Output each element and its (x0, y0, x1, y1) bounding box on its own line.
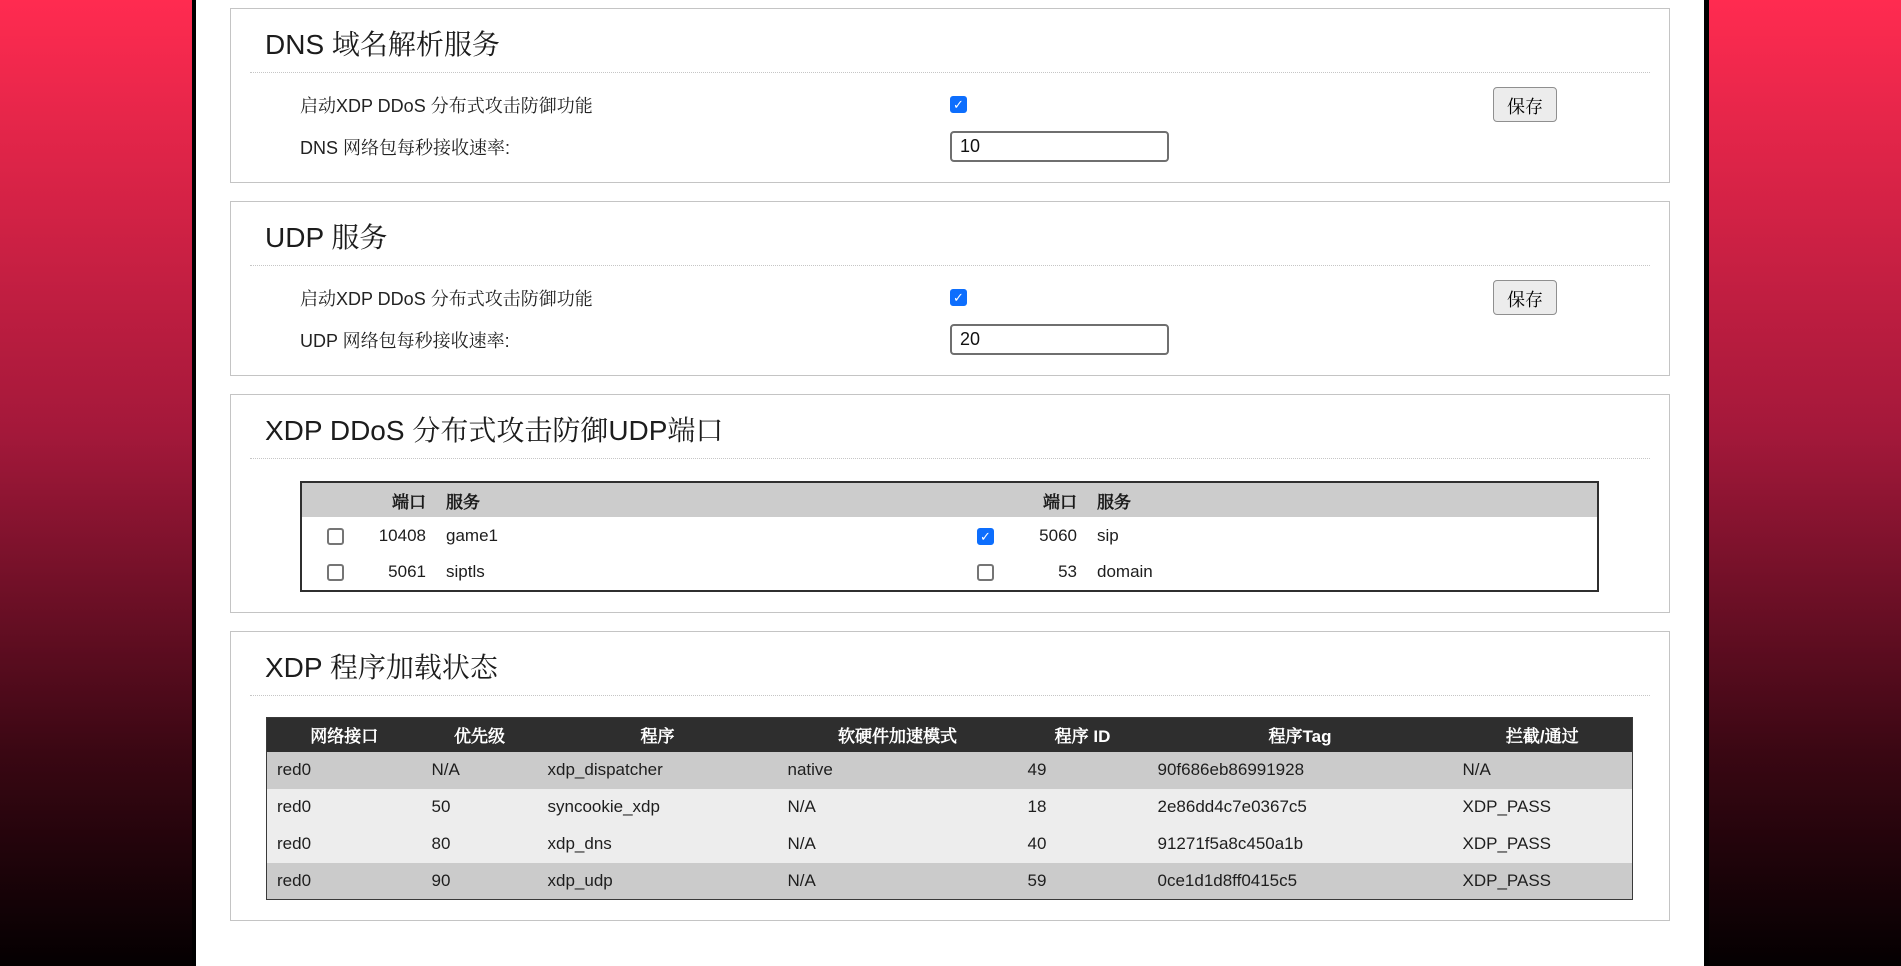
header-cell-service: 服务 (1097, 492, 1131, 512)
check-icon: ✓ (953, 289, 964, 305)
title-divider (250, 265, 1650, 266)
status-row: red0 50 syncookie_xdp N/A 18 2e86dd4c7e0367c5 XDP_PASS (267, 789, 1633, 826)
service-cell: domain (1097, 562, 1153, 581)
port-cell: 53 (1058, 562, 1077, 581)
udp-enable-label: 启动XDP DDoS 分布式攻击防御功能 (300, 288, 593, 309)
port-checkbox-53[interactable] (977, 564, 994, 581)
header-cell-program-id: 程序 ID (1054, 727, 1111, 747)
header-cell-accel-mode: 软硬件加速模式 (838, 727, 957, 747)
service-cell: sip (1097, 525, 1119, 545)
status-header-row (267, 718, 1633, 752)
header-cell-empty (952, 482, 994, 517)
title-divider (250, 695, 1650, 696)
dns-rate-input[interactable] (950, 131, 1169, 162)
udp-form (300, 280, 1650, 355)
port-cell: 5060 (1039, 525, 1077, 545)
ports-row (301, 517, 1598, 554)
panel-title-udp: UDP 服务 (265, 222, 388, 253)
udp-enable-checkbox[interactable] (950, 289, 967, 306)
header-cell-priority: 优先级 (454, 727, 505, 747)
header-cell-program-tag: 程序Tag (1268, 727, 1332, 747)
dns-service-panel (230, 8, 1670, 183)
title-divider (250, 458, 1650, 459)
dns-enable-label: 启动XDP DDoS 分布式攻击防御功能 (300, 95, 593, 116)
service-cell: game1 (446, 525, 498, 545)
dns-form (300, 87, 1650, 162)
ports-table (300, 481, 1599, 592)
panel-title-dns: DNS 域名解析服务 (265, 29, 500, 60)
header-cell-program: 程序 (640, 727, 675, 747)
dns-save-button[interactable]: 保存 (1493, 87, 1557, 122)
dns-rate-label: DNS 网络包每秒接收速率: (300, 137, 511, 158)
port-checkbox-5060[interactable] (977, 528, 994, 545)
header-cell-port: 端口 (392, 492, 426, 512)
page-container (192, 0, 1709, 966)
title-divider (250, 72, 1650, 73)
port-cell: 10408 (378, 525, 426, 545)
check-icon: ✓ (953, 96, 964, 112)
port-cell: 5061 (388, 562, 426, 581)
header-cell-verdict: 拦截/通过 (1505, 727, 1579, 747)
status-row: red0 90 xdp_udp N/A 59 0ce1d1d8ff0415c5 XDP_PASS (267, 863, 1633, 900)
panel-title-status: XDP 程序加载状态 (265, 652, 498, 683)
udp-rate-input[interactable] (950, 324, 1169, 355)
header-cell-service: 服务 (446, 492, 480, 512)
udp-save-button[interactable]: 保存 (1493, 280, 1557, 315)
header-cell-empty (301, 482, 343, 517)
port-checkbox-5061[interactable] (327, 564, 344, 581)
ports-header-row (301, 482, 1598, 517)
xdp-status-panel (230, 631, 1670, 921)
check-icon: ✓ (980, 528, 991, 544)
dns-enable-checkbox[interactable] (950, 96, 967, 113)
service-cell: siptls (446, 562, 485, 581)
port-checkbox-10408[interactable] (327, 528, 344, 545)
header-cell-port: 端口 (1043, 492, 1077, 512)
header-cell-interface: 网络接口 (310, 727, 379, 747)
udp-ports-panel (230, 394, 1670, 613)
ports-row (301, 554, 1598, 591)
udp-service-panel (230, 201, 1670, 376)
panel-title-ports: XDP DDoS 分布式攻击防御UDP端口 (265, 415, 724, 446)
status-table (266, 717, 1633, 900)
status-row: red0 80 xdp_dns N/A 40 91271f5a8c450a1b XDP_PASS (267, 826, 1633, 863)
status-row: red0 N/A xdp_dispatcher native 49 90f686eb86991928 N/A (267, 752, 1633, 789)
udp-rate-label: UDP 网络包每秒接收速率: (300, 330, 510, 351)
